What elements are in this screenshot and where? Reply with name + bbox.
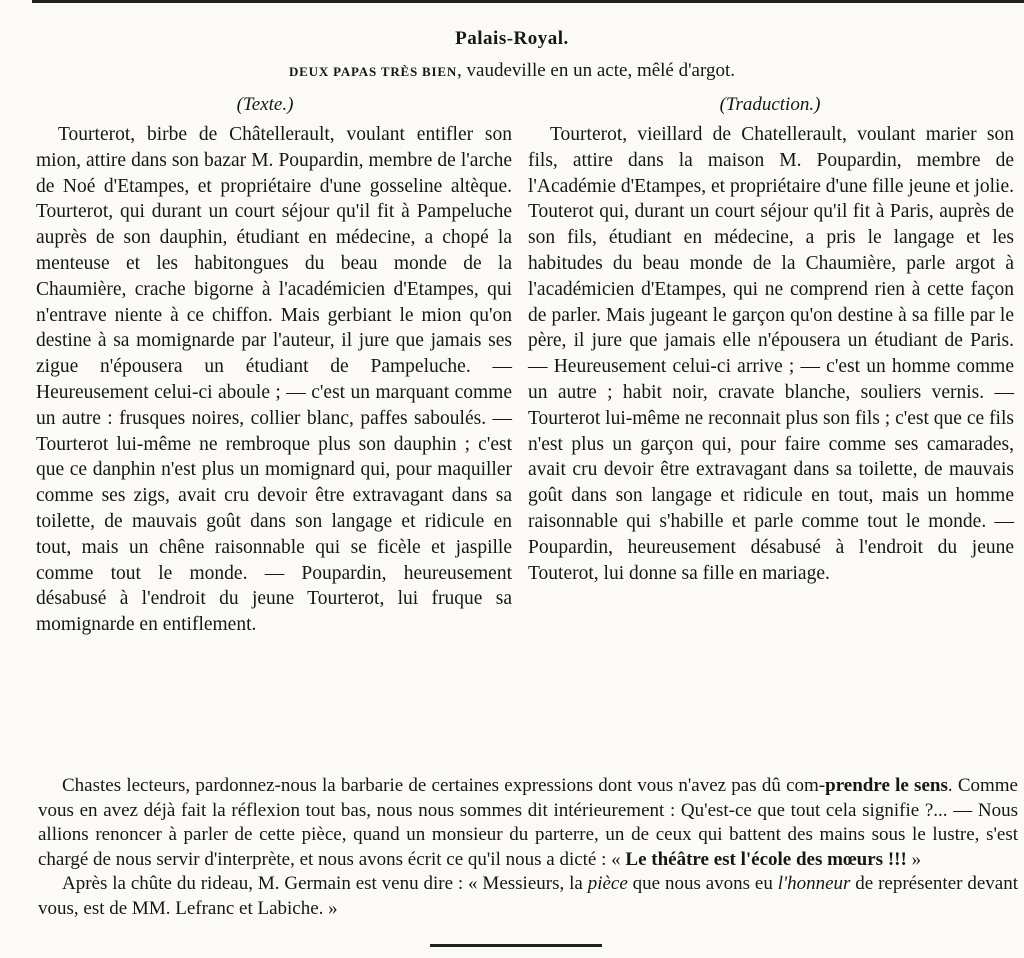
closing-quote: Le théâtre est l'école des mœurs !!! [625, 848, 907, 870]
closing-text: que nous avons eu [627, 873, 778, 895]
text-column-argot [36, 122, 512, 638]
argot-paragraph: Tourterot, birbe de Châtellerault, voulant entifler son mion, attire dans son bazar M. Poupardin, membre de l'arche de Noé d'Etampes, et propriétaire d'une gosseline altèque. Tourterot, qui durant un court séjour qu'il fit à Pampeluche auprès de son dauphin, étudiant en médecine, a chopé la menteuse et les habitongues du beau monde de la Chaumière, crache bigorne à l'académicien d'Etampes, qui n'entrave niente à ce chiffon. Mais gerbiant le mion qu'on destine à sa momignarde par l'auteur, il jure que jamais ses zigue n'épousera un étudiant de Pampeluche. — Heureusement celui-ci aboule ; — c'est un marquant comme un autre : frusques noires, collier blanc, paffes saboulés. — Tourterot lui-même ne rembroque plus son dauphin ; c'est que ce danphin n'est plus un momignard qui, pour maquiller comme ses zigs, avait cru devoir être extravagant dans sa toilette, de mauvais goût dans son langage et ridicule en tout, mais un chêne raisonnable qui se ficèle et jaspille comme tout le monde. — Poupardin, heureusement désabusé à l'endroit du jeune Tourterot, lui fruque sa momignarde en entiflement. [36, 124, 512, 636]
closing-text: de représenter devant vous, est de MM. Lefranc et Labiche. » [38, 873, 1018, 919]
section-title: Palais-Royal. [455, 28, 569, 49]
left-column-heading: (Texte.) [236, 94, 294, 115]
closing-paragraph-1 [38, 774, 1018, 872]
translation-paragraph: Tourterot, vieillard de Chatellerault, voulant marier son fils, attire dans la maison M. Poupardin, membre de l'Académie d'Etampes, et propriétaire d'une fille jeune et jolie. Touterot qui, durant un court séjour qu'il fit à Paris, auprès de son fils, étudiant en médecine, a pris le langage et les habitudes du beau monde de la Chaumière, parle argot à l'académicien d'Etampes, qui ne comprend rien à cette façon de parler. Mais jugeant le garçon qu'on destine à sa fille par le père, il jure que jamais elle n'épousera un étudiant de Paris. — Heureusement celui-ci arrive ; — c'est un homme comme un autre ; habit noir, cravate blanche, souliers vernis. — Tourterot lui-même ne reconnait plus son fils ; c'est que ce fils n'est plus un garçon qui, pour faire comme ses camarades, avait cru devoir être extravagant dans sa toilette, de mauvais goût dans son langage et ridicule en tout, mais un homme raisonnable qui s'habille et parle comme tout le monde. — Poupardin, heureusement désabusé à l'endroit du jeune Touterot, lui donne sa fille en mariage. [528, 124, 1014, 584]
closing-paragraph-2 [38, 872, 1018, 921]
closing-text: Après la chûte du rideau, M. Germain est venu dire : « Messieurs, la [62, 873, 588, 895]
closing-bold-text: prendre le sens [825, 775, 948, 796]
closing-text: Chastes lecteurs, pardonnez-nous la barbarie de certaines expressions dont vous n'avez pas dû com- [62, 775, 826, 796]
play-description: , vaudeville en un acte, mêlé d'argot. [457, 60, 735, 81]
closing-remarks [38, 774, 1018, 922]
top-rule [32, 0, 1024, 3]
closing-text: » [906, 848, 922, 870]
play-title: DEUX PAPAS TRÈS BIEN [288, 64, 458, 79]
play-subtitle [0, 60, 1024, 82]
text-column-translation [528, 122, 1014, 586]
bottom-rule [430, 944, 602, 947]
closing-italic-text: pièce [587, 873, 628, 895]
right-column-heading: (Traduction.) [719, 94, 821, 115]
closing-text: . Comme vous en avez déjà fait la réflexion tout bas, nous nous sommes dit intérieurement : Qu'est-ce que tout cela signifie ?... — Nous allions renoncer à parler de cette pièce, quand un monsieur du parterre, un de ceux qui battent des mains sous le lustre, s'est chargé de nous servir d'interprète, et nous avons écrit ce qu'il nous a dicté : « [38, 775, 1018, 870]
closing-italic-text: l'honneur [777, 873, 851, 895]
